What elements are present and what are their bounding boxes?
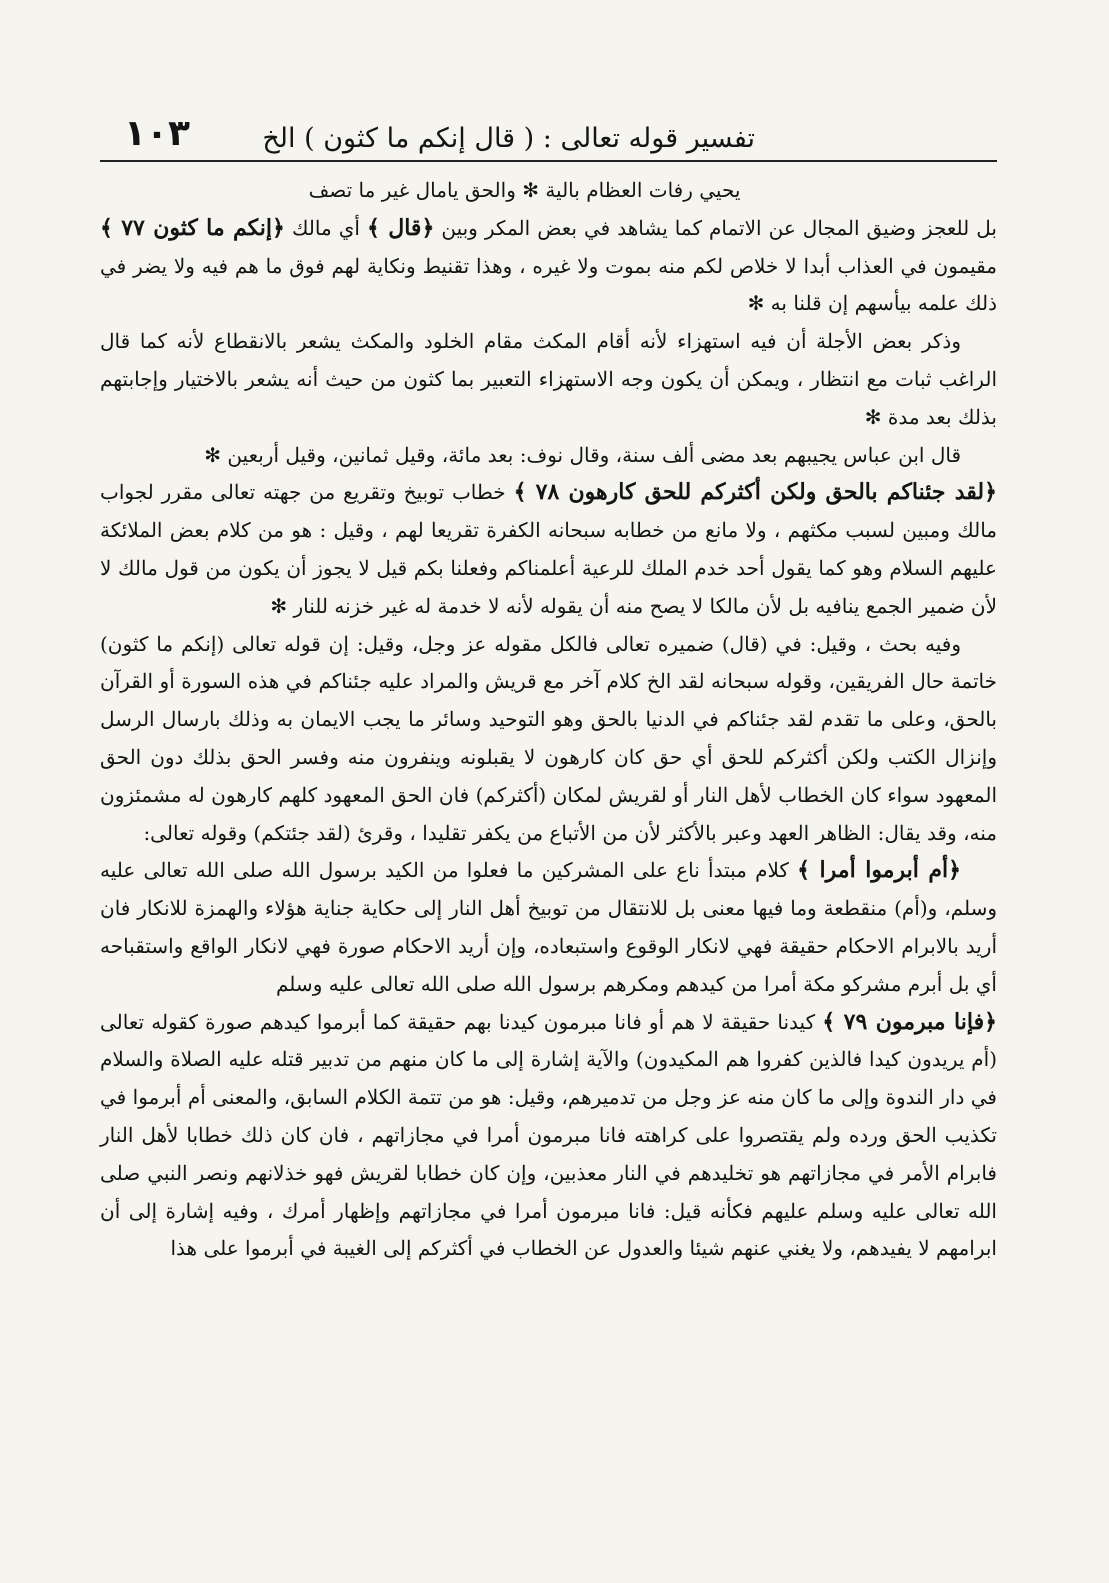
text-segment: كلام مبتدأ ناع على المشركين ما فعلوا من الكيد برسول الله صلى الله تعالى عليه وسلم، و(أم) منقطعة وما فيها معنى بل للانتقال من توبيخ أهل النار إلى حكاية جناية هؤلاء والهمزة للانكار فان أريد بالابرام الاحكام حقيقة فهي لانكار الوقوع واستبعاده، وإن أريد الاحكام صورة فهي لانكار الواقع واستقباحه أي بل أبرم مشركو مكة أمرا من كيدهم ومكرهم برسول الله صلى الله تعالى عليه وسلم — [100, 858, 997, 996]
running-title: تفسير قوله تعالى : ( قال إنكم ما كثون ) الخ — [262, 123, 755, 154]
body-text — [100, 172, 997, 1268]
paragraph-2: وذكر بعض الأجلة أن فيه استهزاء لأنه أقام المكث مقام الخلود والمكث يشعر بالانقطاع لأنه كما قال الراغب ثبات مع انتظار ، ويمكن أن يكون وجه الاستهزاء التعبير بما كثون من حيث أنه يشعر بالاختيار وإجابتهم بذلك بعد مدة ✻ — [100, 329, 997, 429]
text-segment: بل للعجز وضيق المجال عن الاتمام كما يشاهد في بعض المكر وبين — [441, 215, 997, 240]
paragraph-7 — [100, 1004, 997, 1269]
paragraph-4 — [100, 474, 997, 625]
running-header — [100, 96, 997, 162]
paragraph-1 — [100, 210, 997, 323]
text-segment: مقيمون في العذاب أبدا لا خلاص لكم منه بموت ولا غيره ، وهذا تقنيط ونكاية لهم فوق ما هم فيه ولا يضر في ذلك علمه بيأسهم إن قلنا به ✻ — [100, 253, 997, 316]
quran-quote: ﴿ فإنا مبرمون ٧٩ ﴾ — [822, 1009, 997, 1035]
quran-quote: ﴿ قال ﴾ — [367, 215, 434, 241]
quran-quote: ﴿ إنكم ما كثون ٧٧ ﴾ — [100, 215, 285, 241]
quran-quote: ﴿ لقد جئناكم بالحق ولكن أكثركم للحق كارهون ٧٨ ﴾ — [514, 479, 997, 505]
paragraph-3: قال ابن عباس يجيبهم بعد مضى ألف سنة، وقال نوف: بعد مائة، وقيل ثمانين، وقيل أربعين ✻ — [204, 442, 961, 467]
quran-quote: ﴿ أم أبرموا أمرا ﴾ — [797, 857, 961, 883]
paragraph-6 — [100, 852, 997, 1003]
text-segment: خطاب توبيخ وتقريع من جهته تعالى مقرر لجواب مالك ومبين لسبب مكثهم ، ولا مانع من خطابه سبحانه الكفرة تقريعا لهم ، وقيل : هو من كلام بعض الملائكة عليهم السلام وهو كما يقول أحد خدم الملك للرعية أعلمناكم وفعلنا بكم قيل لا يجوز أن يكون من قول مالك لا لأن ضمير الجمع ينافيه بل لأن مالكا لا يصح منه أن يقوله لأنه لا خدمة له غير خزنه للنار ✻ — [100, 480, 997, 618]
text-segment: كيدنا حقيقة لا هم أو فانا مبرمون كيدنا بهم حقيقة كما أبرموا كيدهم صورة كقوله تعالى (أم يريدون كيدا فالذين كفروا هم المكيدون) والآية إشارة إلى ما كان منهم من تدبير قتله عليه الصلاة والسلام في دار الندوة وإلى ما كان منه عز وجل من تدميرهم، وقيل: هو من تتمة الكلام السابق، والمعنى أم أبرموا في تكذيب الحق ورده ولم يقتصروا على كراهته فانا مبرمون أمرا في مجازاتهم ، فان كان ذلك خطابا لأهل النار فابرام الأمر في مجازاتهم هو تخليدهم في النار معذبين، وإن كان خطابا لقريش فهو خذلانهم ونصر النبي صلى الله تعالى عليه وسلم عليهم فكأنه قيل: فانا مبرمون أمرا في مجازاتهم وإظهار أمرك ، وفيه إشارة إلى أن ابرامهم لا يفيدهم، ولا يغني عنهم شيئا والعدول عن الخطاب في أكثركم إلى الغيبة في أبرموا على هذا — [100, 1009, 998, 1261]
poetry-verse: يحيي رفات العظام بالية ✻ والحق يامال غير ما تصف — [308, 178, 741, 202]
page-number: ١٠٣ — [124, 113, 190, 154]
paragraph-5: وفيه بحث ، وقيل: في (قال) ضميره تعالى فالكل مقوله عز وجل، وقيل: إن قوله تعالى (إنكم ما كثون) خاتمة حال الفريقين، وقوله سبحانه لقد الخ كلام آخر مع قريش والمراد عليه جئناكم في هذه السورة أو القرآن بالحق، وعلى ما تقدم لقد جئناكم في الدنيا بالحق وهو التوحيد وسائر ما يجب الايمان به وذلك بارسال الرسل وإنزال الكتب ولكن أكثركم للحق أي حق كان كارهون لا يقبلونه وينفرون منه وفسر الحق بذلك دون الحق المعهود سواء كان الخطاب لأهل النار أو لقريش لمكان (أكثركم) فان الحق المعهود كلهم كارهون له مشمئزون منه، وقد يقال: الظاهر العهد وعبر بالأكثر لأن من الأتباع من يكفر تقليدا ، وقرئ (لقد جئتكم) وقوله تعالى: — [100, 631, 997, 845]
text-segment: أي مالك — [291, 215, 360, 240]
